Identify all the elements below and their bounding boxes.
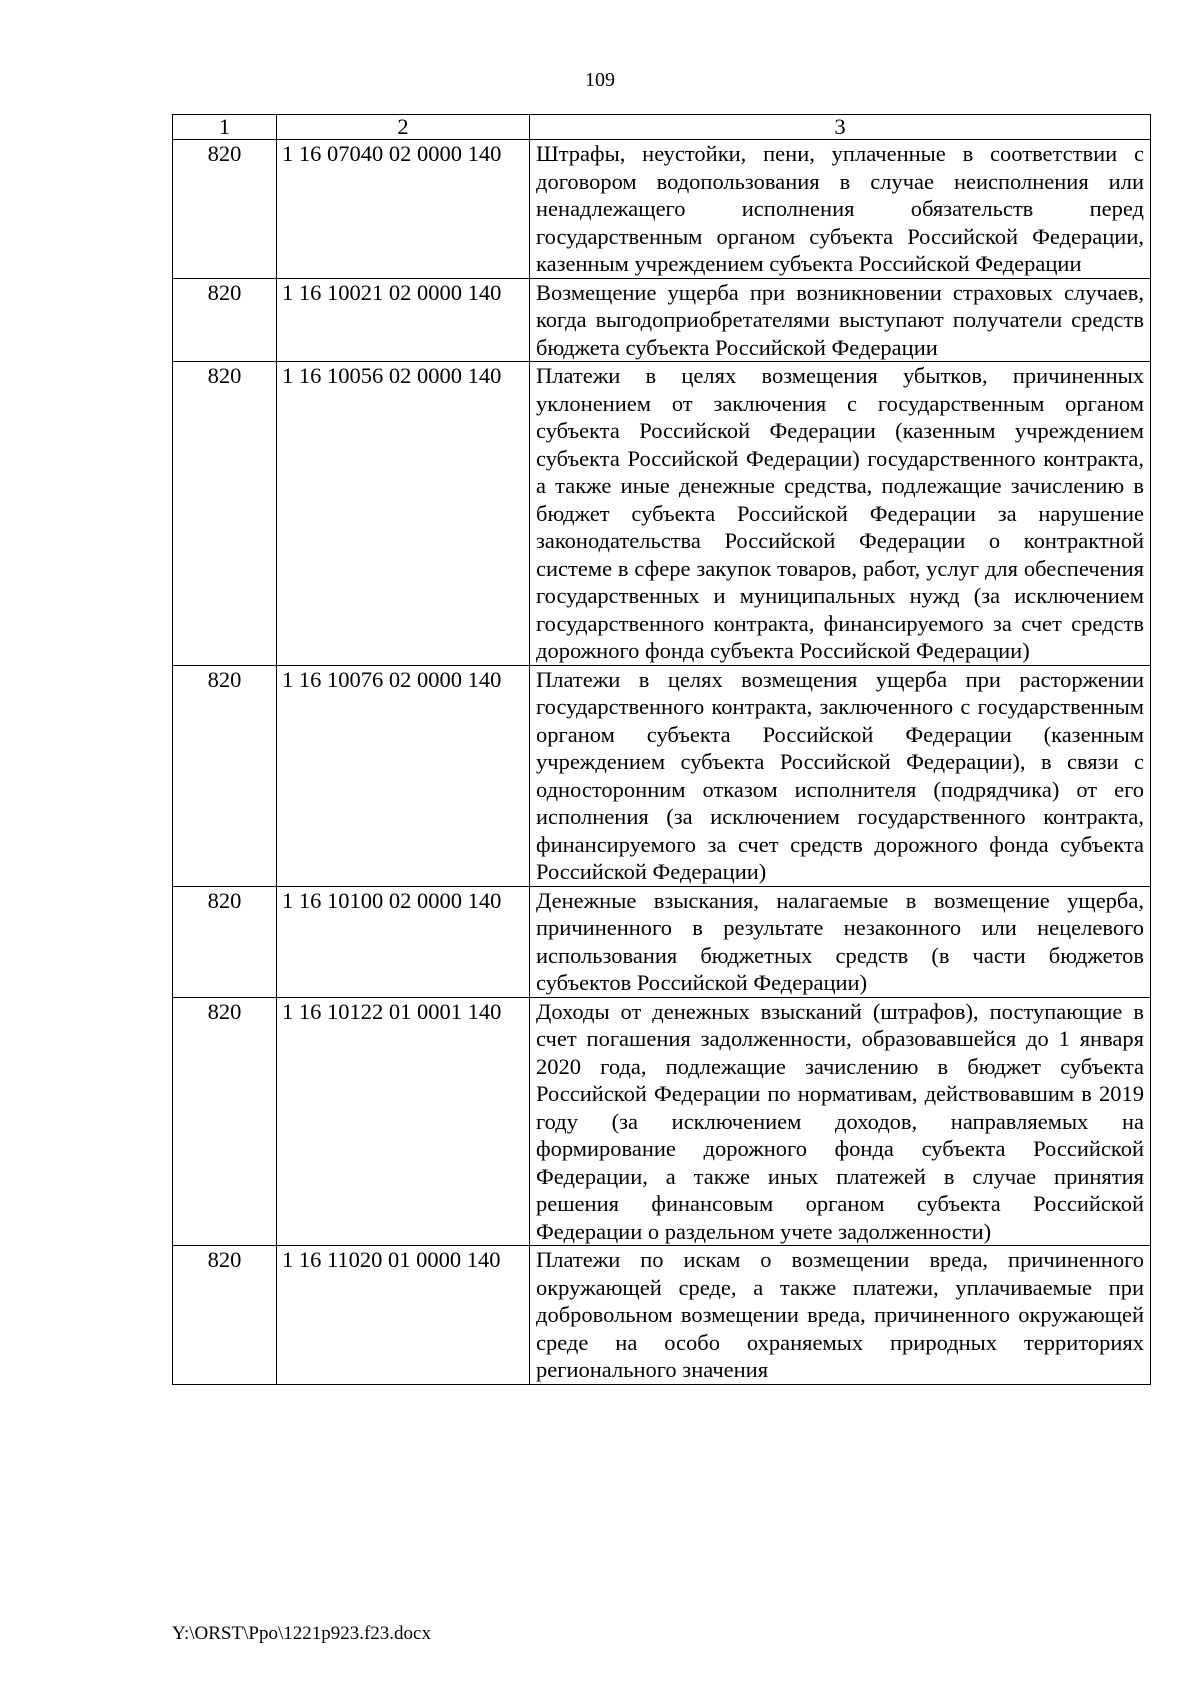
table-row (173, 886, 1151, 997)
description-cell: Штрафы, неустойки, пени, уплаченные в соответствии с договором водопользования в случае неисполнения или ненадлежащего исполнения обязательств перед государственным органом субъекта Российской Федерации, казенным учреждением субъекта Российской Федерации (530, 140, 1151, 279)
description-cell: Возмещение ущерба при возникновении страховых случаев, когда выгодоприобретателями выступают получатели средств бюджета субъекта Российской Федерации (530, 278, 1151, 362)
income-code-cell: 1 16 10056 02 0000 140 (277, 362, 530, 666)
income-code-cell: 1 16 07040 02 0000 140 (277, 140, 530, 279)
page-number: 109 (585, 69, 615, 91)
admin-code-cell: 820 (173, 665, 277, 886)
income-code-cell: 1 16 11020 01 0000 140 (277, 1246, 530, 1385)
description-cell: Денежные взыскания, налагаемые в возмещение ущерба, причиненного в результате незаконного или нецелевого использования бюджетных средств (в части бюджетов субъектов Российской Федерации) (530, 886, 1151, 997)
admin-code-cell: 820 (173, 140, 277, 279)
description-cell: Платежи в целях возмещения ущерба при расторжении государственного контракта, заключенного с государственным органом субъекта Российской Федерации (казенным учреждением субъекта Российской Федерации), в связи с односторонним отказом исполнителя (подрядчика) от его исполнения (за исключением государственного контракта, финансируемого за счет средств дорожного фонда субъекта Российской Федерации) (530, 665, 1151, 886)
admin-code-cell: 820 (173, 278, 277, 362)
table-row (173, 278, 1151, 362)
admin-code-cell: 820 (173, 886, 277, 997)
admin-code-cell: 820 (173, 997, 277, 1246)
description-cell: Доходы от денежных взысканий (штрафов), поступающие в счет погашения задолженности, образовавшейся до 1 января 2020 года, подлежащие зачислению в бюджет субъекта Российской Федерации по нормативам, действовавшим в 2019 году (за исключением доходов, направляемых на формирование дорожного фонда субъекта Российской Федерации, а также иных платежей в случае принятия решения финансовым органом субъекта Российской Федерации о раздельном учете задолженности) (530, 997, 1151, 1246)
footer-file-path: Y:\ORST\Ppo\1221p923.f23.docx (172, 1623, 431, 1644)
table-row (173, 665, 1151, 886)
column-header-2: 2 (277, 115, 530, 140)
income-code-cell: 1 16 10100 02 0000 140 (277, 886, 530, 997)
column-header-3: 3 (530, 115, 1151, 140)
income-code-cell: 1 16 10076 02 0000 140 (277, 665, 530, 886)
income-code-cell: 1 16 10021 02 0000 140 (277, 278, 530, 362)
table-row (173, 140, 1151, 279)
description-cell: Платежи по искам о возмещении вреда, причиненного окружающей среде, а также платежи, уплачиваемые при добровольном возмещении вреда, причиненного окружающей среде на особо охраняемых природных территориях регионального значения (530, 1246, 1151, 1385)
income-codes-table (172, 114, 1151, 1385)
admin-code-cell: 820 (173, 1246, 277, 1385)
admin-code-cell: 820 (173, 362, 277, 666)
column-header-1: 1 (173, 115, 277, 140)
table-header-row (173, 115, 1151, 140)
table-row (173, 362, 1151, 666)
income-code-cell: 1 16 10122 01 0001 140 (277, 997, 530, 1246)
table-row (173, 997, 1151, 1246)
table-row (173, 1246, 1151, 1385)
description-cell: Платежи в целях возмещения убытков, причиненных уклонением от заключения с государственным органом субъекта Российской Федерации (казенным учреждением субъекта Российской Федерации) государственного контракта, а также иные денежные средства, подлежащие зачислению в бюджет субъекта Российской Федерации за нарушение законодательства Российской Федерации о контрактной системе в сфере закупок товаров, работ, услуг для обеспечения государственных и муниципальных нужд (за исключением государственного контракта, финансируемого за счет средств дорожного фонда субъекта Российской Федерации) (530, 362, 1151, 666)
